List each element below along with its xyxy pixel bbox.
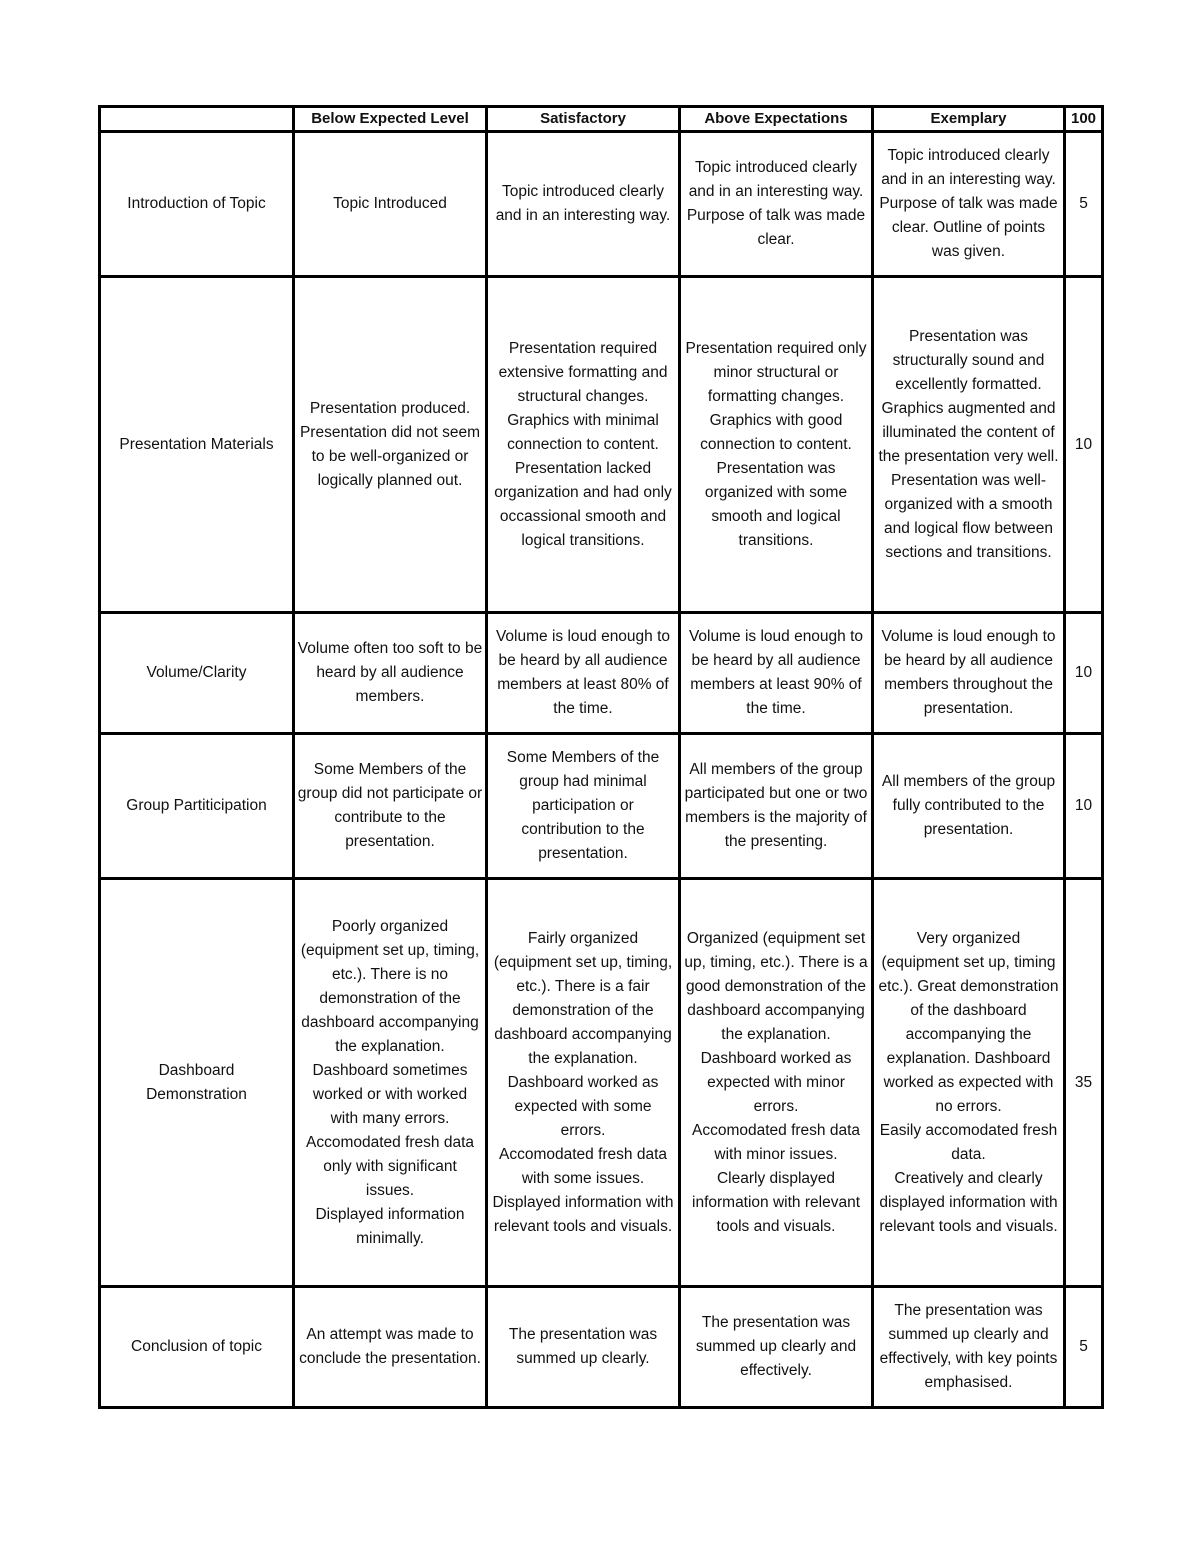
exemplary-cell: Very organized (equipment set up, timing etc.). Great demonstration of the dashboard accompanying the explanation. Dashboard worked as expected with no errors. Easily accomodated fresh data. Creatively and clearly displayed information with relevant tools and visuals. — [873, 879, 1065, 1287]
header-satisfactory: Satisfactory — [487, 107, 680, 132]
exemplary-cell: Topic introduced clearly and in an interesting way. Purpose of talk was made clear. Outline of points was given. — [873, 132, 1065, 277]
row-presentation-materials — [100, 277, 1103, 613]
header-above-expectations: Above Expectations — [680, 107, 873, 132]
row-group-participation — [100, 734, 1103, 879]
above-expectations-cell: The presentation was summed up clearly and effectively. — [680, 1287, 873, 1408]
exemplary-cell: The presentation was summed up clearly and effectively, with key points emphasised. — [873, 1287, 1065, 1408]
above-expectations-cell: Organized (equipment set up, timing, etc.). There is a good demonstration of the dashboard accompanying the explanation. Dashboard worked as expected with minor errors. Accomodated fresh data with minor issues. Clearly displayed information with relevant tools and visuals. — [680, 879, 873, 1287]
below-expected-cell: Volume often too soft to be heard by all audience members. — [294, 613, 487, 734]
rubric-table — [98, 105, 1104, 1409]
header-total-points: 100 — [1065, 107, 1103, 132]
below-expected-cell: Topic Introduced — [294, 132, 487, 277]
criterion-cell: Dashboard Demonstration — [100, 879, 294, 1287]
row-introduction — [100, 132, 1103, 277]
points-cell: 10 — [1065, 277, 1103, 613]
header-row — [100, 107, 1103, 132]
exemplary-cell: All members of the group fully contributed to the presentation. — [873, 734, 1065, 879]
criterion-cell: Volume/Clarity — [100, 613, 294, 734]
criterion-cell: Introduction of Topic — [100, 132, 294, 277]
points-cell: 10 — [1065, 613, 1103, 734]
below-expected-cell: Presentation produced. Presentation did not seem to be well-organized or logically planned out. — [294, 277, 487, 613]
above-expectations-cell: Presentation required only minor structural or formatting changes. Graphics with good connection to content. Presentation was organized with some smooth and logical transitions. — [680, 277, 873, 613]
header-exemplary: Exemplary — [873, 107, 1065, 132]
row-dashboard-demonstration — [100, 879, 1103, 1287]
satisfactory-cell: Fairly organized (equipment set up, timing, etc.). There is a fair demonstration of the dashboard accompanying the explanation. Dashboard worked as expected with some errors. Accomodated fresh data with some issues. Displayed information with relevant tools and visuals. — [487, 879, 680, 1287]
satisfactory-cell: Volume is loud enough to be heard by all audience members at least 80% of the time. — [487, 613, 680, 734]
criterion-cell: Conclusion of topic — [100, 1287, 294, 1408]
header-below-expected: Below Expected Level — [294, 107, 487, 132]
above-expectations-cell: Topic introduced clearly and in an interesting way. Purpose of talk was made clear. — [680, 132, 873, 277]
criterion-cell: Presentation Materials — [100, 277, 294, 613]
points-cell: 5 — [1065, 132, 1103, 277]
points-cell: 10 — [1065, 734, 1103, 879]
header-corner-cell — [100, 107, 294, 132]
row-conclusion — [100, 1287, 1103, 1408]
below-expected-cell: Poorly organized (equipment set up, timing, etc.). There is no demonstration of the dashboard accompanying the explanation. Dashboard sometimes worked or with worked with many errors. Accomodated fresh data only with significant issues. Displayed information minimally. — [294, 879, 487, 1287]
satisfactory-cell: Presentation required extensive formatting and structural changes. Graphics with minimal connection to content. Presentation lacked organization and had only occassional smooth and logical transitions. — [487, 277, 680, 613]
satisfactory-cell: Topic introduced clearly and in an interesting way. — [487, 132, 680, 277]
below-expected-cell: An attempt was made to conclude the presentation. — [294, 1287, 487, 1408]
satisfactory-cell: Some Members of the group had minimal participation or contribution to the presentation. — [487, 734, 680, 879]
satisfactory-cell: The presentation was summed up clearly. — [487, 1287, 680, 1408]
points-cell: 5 — [1065, 1287, 1103, 1408]
points-cell: 35 — [1065, 879, 1103, 1287]
exemplary-cell: Presentation was structurally sound and excellently formatted. Graphics augmented and illuminated the content of the presentation very well. Presentation was well-organized with a smooth and logical flow between sections and transitions. — [873, 277, 1065, 613]
row-volume-clarity — [100, 613, 1103, 734]
above-expectations-cell: All members of the group participated but one or two members is the majority of the presenting. — [680, 734, 873, 879]
criterion-cell: Group Partiticipation — [100, 734, 294, 879]
above-expectations-cell: Volume is loud enough to be heard by all audience members at least 90% of the time. — [680, 613, 873, 734]
exemplary-cell: Volume is loud enough to be heard by all audience members throughout the presentation. — [873, 613, 1065, 734]
below-expected-cell: Some Members of the group did not participate or contribute to the presentation. — [294, 734, 487, 879]
